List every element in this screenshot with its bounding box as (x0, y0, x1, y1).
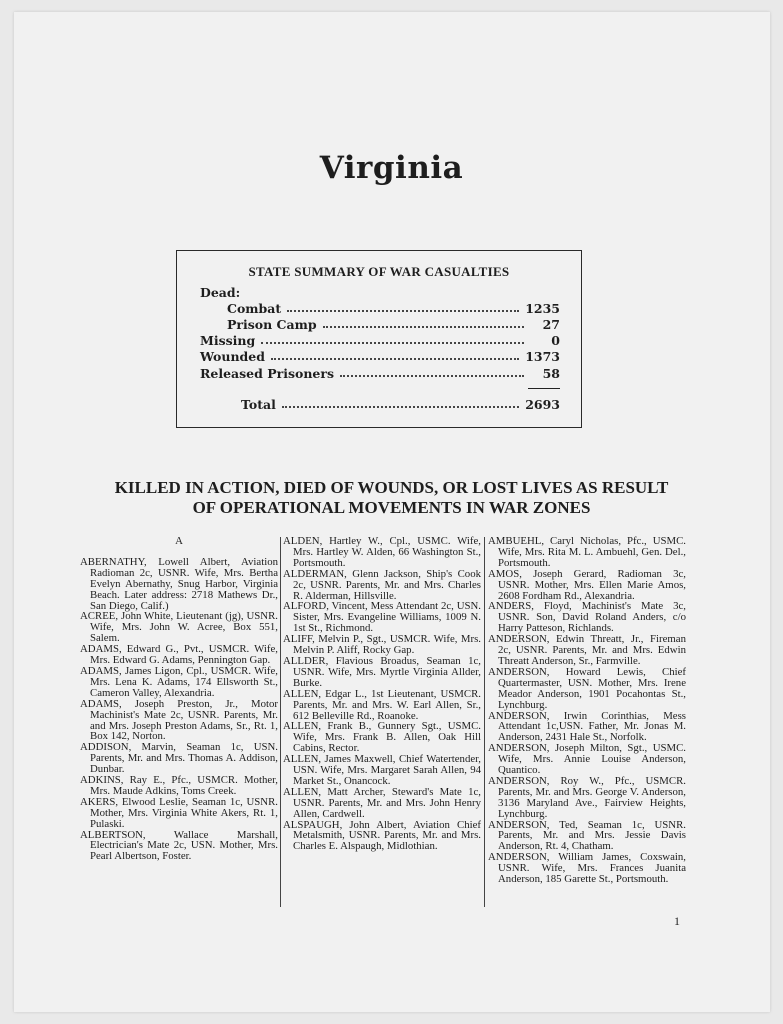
summary-label: Missing (200, 333, 256, 348)
summary-label: Released Prisoners (200, 366, 334, 381)
leader-dots (323, 326, 524, 328)
column-divider (484, 537, 485, 907)
column-divider (280, 537, 281, 907)
leader-dots (282, 406, 519, 408)
casualty-entry: ADAMS, James Ligon, Cpl., USMCR. Wife, Mrs. Lena K. Adams, 174 Ellsworth St., Cameron Valley, Alexandria. (80, 664, 278, 699)
casualty-entry: ALIFF, Melvin P., Sgt., USMCR. Wife, Mrs. Melvin P. Aliff, Rocky Gap. (283, 633, 481, 657)
casualty-entry: ANDERSON, Irwin Corinthias, Mess Attendant 1c,USN. Father, Mr. Jonas M. Anderson, 2431 Hale St., Norfolk. (488, 709, 686, 744)
summary-value: 1235 (525, 301, 560, 316)
casualty-entry: ADDISON, Marvin, Seaman 1c, USN. Parents, Mr. and Mrs. Thomas A. Addison, Dunbar. (80, 741, 278, 776)
section-letter: A (175, 535, 183, 547)
casualty-entry: ANDERSON, Roy W., Pfc., USMCR. Parents, Mr. and Mrs. George V. Anderson, 3136 Maryland Ave., Fairview Heights, Lynchburg. (488, 774, 686, 820)
casualty-entry: AKERS, Elwood Leslie, Seaman 1c, USNR. Mother, Mrs. Virginia White Akers, Rt. 1, Pulaski. (80, 795, 278, 830)
total-label: Total (241, 397, 276, 412)
summary-value: 0 (551, 333, 560, 348)
casualty-entry: ALLDER, Flavious Broadus, Seaman 1c, USNR. Wife, Mrs. Myrtle Virginia Allder, Burke. (283, 654, 481, 689)
casualty-column-1 (80, 536, 278, 862)
summary-label: Combat (227, 301, 282, 316)
section-heading-line2: OF OPERATIONAL MOVEMENTS IN WAR ZONES (192, 498, 591, 517)
summary-row-prison-camp (227, 316, 560, 332)
casualty-entry: ANDERS, Floyd, Machinist's Mate 3c, USNR. Son, David Roland Anders, c/o Harry Patteson, Richlands. (488, 600, 686, 635)
summary-title: STATE SUMMARY OF WAR CASUALTIES (248, 264, 510, 279)
leader-dots (287, 310, 519, 312)
casualty-entry: ALLEN, Matt Archer, Steward's Mate 1c, USNR. Parents, Mr. and Mrs. John Henry Allen, Cardwell. (283, 785, 481, 820)
summary-row-missing (200, 332, 560, 348)
casualty-entry: ALFORD, Vincent, Mess Attendant 2c, USN. Sister, Mrs. Evangeline Williams, 1009 N. 1st St., Richmond. (283, 600, 481, 635)
casualty-entry: AMBUEHL, Caryl Nicholas, Pfc., USMC. Wife, Mrs. Rita M. L. Ambuehl, Gen. Del., Portsmouth. (488, 535, 686, 569)
section-heading (0, 478, 783, 518)
casualty-entry: ADAMS, Edward G., Pvt., USMCR. Wife, Mrs. Edward G. Adams, Pennington Gap. (80, 643, 278, 667)
casualty-entry: ABERNATHY, Lowell Albert, Aviation Radioman 2c, USNR. Wife, Mrs. Bertha Evelyn Abernathy, Snug Harbor, Virginia Beach. Later address: 2718 Mathews Dr., San Diego, Calif.) (80, 555, 278, 612)
leader-dots (340, 375, 524, 377)
page-number: 1 (674, 914, 680, 928)
summary-row-wounded (200, 348, 560, 364)
casualty-entry: ACREE, John White, Lieutenant (jg), USNR. Wife, Mrs. John W. Acree, Box 551, Salem. (80, 610, 278, 645)
leader-dots (261, 342, 524, 344)
dead-label-row (200, 284, 560, 300)
total-rule (528, 388, 560, 389)
summary-row-total (241, 396, 560, 412)
casualty-entry: ALLEN, James Maxwell, Chief Watertender, USN. Wife, Mrs. Margaret Sarah Allen, 94 Market St., Onancock. (283, 753, 481, 787)
summary-value: 58 (542, 366, 560, 381)
casualty-entry: ADKINS, Ray E., Pfc., USMCR. Mother, Mrs. Maude Adkins, Toms Creek. (80, 774, 278, 797)
casualty-entry: ADAMS, Joseph Preston, Jr., Motor Machinist's Mate 2c, USNR. Parents, Mr. and Mrs. Joseph Preston Adams, Sr., Rt. 1, Box 142, Norton. (80, 697, 278, 743)
summary-label: Prison Camp (227, 317, 317, 332)
casualty-entry: ANDERSON, Ted, Seaman 1c, USNR. Parents, Mr. and Mrs. Jessie Davis Anderson, Rt. 4, Chatham. (488, 818, 686, 853)
casualty-entry: ANDERSON, Edwin Threatt, Jr., Fireman 2c, USNR. Parents, Mr. and Mrs. Edwin Threatt Anderson, Sr., Farmville. (488, 633, 686, 667)
casualty-entry: ANDERSON, Howard Lewis, Chief Quartermaster, USN. Mother, Mrs. Irene Meador Anderson, 1901 Pocahontas St., Lynchburg. (488, 665, 686, 711)
summary-value: 27 (542, 317, 560, 332)
casualty-entry: ALDEN, Hartley W., Cpl., USMC. Wife, Mrs. Hartley W. Alden, 66 Washington St., Portsmouth. (283, 535, 481, 569)
casualty-column-2 (283, 536, 481, 852)
casualty-entry: AMOS, Joseph Gerard, Radioman 3c, USNR. Mother, Mrs. Ellen Marie Amos, 2608 Fordham Rd., Alexandria. (488, 567, 686, 602)
leader-dots (271, 358, 519, 360)
casualty-entry: ANDERSON, Joseph Milton, Sgt., USMC. Wife, Mrs. Annie Louise Anderson, Quantico. (488, 742, 686, 777)
summary-row-combat (227, 300, 560, 316)
casualty-entry: ALDERMAN, Glenn Jackson, Ship's Cook 2c, USNR. Parents, Mr. and Mrs. Charles R. Alderman, Hillsville. (283, 567, 481, 602)
casualty-column-3 (488, 536, 686, 885)
summary-row-released-prisoners (200, 365, 560, 381)
casualty-entry: ANDERSON, William James, Coxswain, USNR. Wife, Mrs. Frances Juanita Anderson, 185 Garette St., Portsmouth. (488, 851, 686, 886)
page-title: Virginia (319, 150, 464, 186)
casualty-entry: ALSPAUGH, John Albert, Aviation Chief Metalsmith, USNR. Parents, Mr. and Mrs. Charles E. Alspaugh, Midlothian. (283, 818, 481, 853)
casualty-entry: ALLEN, Frank B., Gunnery Sgt., USMC. Wife, Mrs. Frank B. Allen, Oak Hill Cabins, Rector. (283, 720, 481, 755)
section-heading-line1: KILLED IN ACTION, DIED OF WOUNDS, OR LOST LIVES AS RESULT (114, 478, 669, 497)
total-value: 2693 (525, 397, 560, 412)
casualty-entry: ALBERTSON, Wallace Marshall, Electrician's Mate 2c, USN. Mother, Mrs. Pearl Albertson, Foster. (80, 828, 278, 863)
dead-label: Dead: (200, 285, 241, 300)
casualty-entry: ALLEN, Edgar L., 1st Lieutenant, USMCR. Parents, Mr. and Mrs. W. Earl Allen, Sr., 612 Belleville Rd., Roanoke. (283, 687, 481, 722)
summary-label: Wounded (200, 349, 265, 364)
summary-value: 1373 (525, 349, 560, 364)
